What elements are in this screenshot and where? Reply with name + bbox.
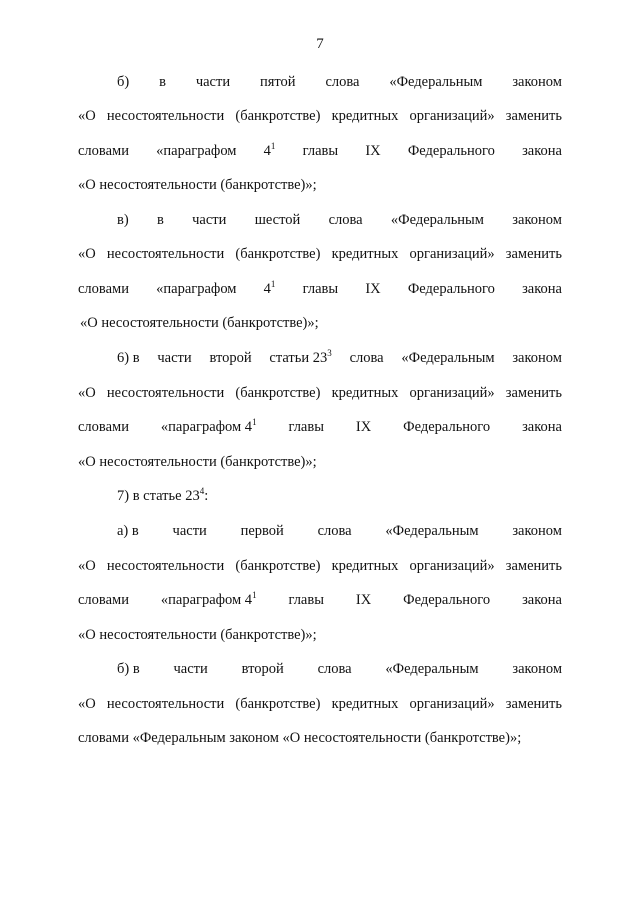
line-8: «О несостоятельности (банкротстве)»;	[80, 315, 319, 331]
word: «О	[78, 108, 96, 124]
word: Федерального	[403, 419, 491, 435]
word: закона	[522, 143, 562, 159]
word: несостоятельности	[106, 108, 225, 124]
word: части	[173, 661, 208, 677]
word: слова	[328, 212, 363, 228]
line-20: словами «Федеральным законом «О несостоятельности (банкротстве)»;	[78, 730, 522, 746]
word: в	[159, 74, 166, 90]
word: заменить	[505, 385, 562, 401]
word: несостоятельности	[106, 558, 225, 574]
line-12: «О несостоятельности (банкротстве)»;	[78, 454, 317, 470]
word: части	[192, 212, 227, 228]
word: заменить	[505, 246, 562, 262]
line-4: «О несостоятельности (банкротстве)»;	[78, 177, 317, 193]
superscript: 1	[252, 590, 257, 600]
word: кредитных	[331, 246, 399, 262]
word: части	[172, 523, 207, 539]
word: словами	[78, 592, 129, 608]
word: «О	[78, 385, 96, 401]
word: кредитных	[331, 558, 399, 574]
word: слова	[317, 523, 352, 539]
word: организаций»	[409, 246, 495, 262]
line-3	[78, 142, 562, 160]
word: (банкротстве)	[235, 108, 321, 124]
word: (банкротстве)	[235, 696, 321, 712]
line-17: «О несостоятельности (банкротстве)»;	[78, 627, 317, 643]
word: закона	[522, 281, 562, 297]
word: несостоятельности	[106, 696, 225, 712]
word: заменить	[505, 696, 562, 712]
word: IX	[355, 592, 372, 608]
superscript: 4	[199, 486, 205, 496]
word: IX	[365, 143, 381, 159]
word: словами	[78, 419, 129, 435]
word: главы	[302, 281, 339, 297]
word-with-superscript: $4^1$	[263, 279, 276, 297]
line-11	[78, 418, 562, 436]
word: законом	[512, 350, 562, 366]
word: (банкротстве)	[235, 385, 321, 401]
word-with-superscript: «параграфом $4^1$	[160, 417, 257, 435]
word: части	[195, 74, 231, 90]
word: в)	[117, 212, 129, 228]
line-5	[117, 211, 562, 229]
word: главы	[288, 592, 324, 608]
word: заменить	[505, 558, 562, 574]
word: Федерального	[403, 592, 491, 608]
word: «О	[78, 696, 96, 712]
word: главы	[288, 419, 324, 435]
page-number: 7	[316, 36, 324, 52]
line-13: 7) в статье $23^4$:	[117, 486, 209, 504]
word: организаций»	[409, 696, 495, 712]
superscript: 3	[327, 348, 332, 358]
word: «О	[78, 558, 96, 574]
superscript: 1	[270, 141, 276, 151]
word: слова	[325, 74, 360, 90]
line-2	[78, 107, 562, 125]
word: закона	[522, 419, 562, 435]
word: части	[157, 350, 192, 366]
word: «Федеральным	[401, 350, 495, 366]
word: Федерального	[407, 281, 495, 297]
word: слова	[317, 661, 352, 677]
word-with-superscript: «параграфом $4^1$	[160, 590, 257, 608]
word: «параграфом	[156, 143, 237, 159]
line-19	[78, 695, 562, 713]
word: организаций»	[409, 558, 495, 574]
word: в	[156, 212, 164, 228]
word: словами	[78, 143, 129, 159]
word: второй	[241, 661, 284, 677]
word: кредитных	[331, 108, 399, 124]
line-6	[78, 245, 562, 263]
word: IX	[355, 419, 372, 435]
word: б) в	[117, 661, 140, 677]
word: шестой	[254, 212, 301, 228]
word: пятой	[259, 74, 296, 90]
word: закона	[522, 592, 562, 608]
word: «Федеральным	[390, 212, 484, 228]
word: IX	[365, 281, 381, 297]
line-9	[117, 349, 562, 367]
word: организаций»	[409, 108, 495, 124]
word: б)	[117, 74, 130, 90]
line-10	[78, 384, 562, 402]
line-7	[78, 280, 562, 298]
word: законом	[512, 523, 562, 539]
word: законом	[512, 661, 562, 677]
word: законом	[512, 74, 562, 90]
word-with-superscript: статьи $23^3$	[269, 348, 332, 366]
word: кредитных	[331, 696, 399, 712]
line-16	[78, 591, 562, 609]
line-15	[78, 557, 562, 575]
word: «параграфом	[156, 281, 237, 297]
superscript: 1	[270, 279, 276, 289]
word: несостоятельности	[106, 246, 225, 262]
word: кредитных	[331, 385, 399, 401]
word: первой	[240, 523, 284, 539]
word: (банкротстве)	[235, 558, 321, 574]
word: (банкротстве)	[235, 246, 321, 262]
word: «Федеральным	[389, 74, 483, 90]
word: а) в	[117, 523, 139, 539]
word: «Федеральным	[385, 523, 479, 539]
word: 6) в	[117, 350, 140, 366]
word: второй	[209, 350, 252, 366]
line-14	[117, 522, 562, 540]
word: организаций»	[409, 385, 495, 401]
word: «О	[78, 246, 96, 262]
word: заменить	[505, 108, 562, 124]
word: несостоятельности	[106, 385, 225, 401]
word-with-superscript: $4^1$	[263, 141, 276, 159]
word: слова	[349, 350, 384, 366]
line-1	[117, 73, 562, 91]
word: главы	[302, 143, 339, 159]
word: «Федеральным	[385, 661, 479, 677]
word: законом	[512, 212, 562, 228]
line-18	[117, 660, 562, 678]
word: словами	[78, 281, 129, 297]
superscript: 1	[252, 417, 257, 427]
word: Федерального	[407, 143, 495, 159]
